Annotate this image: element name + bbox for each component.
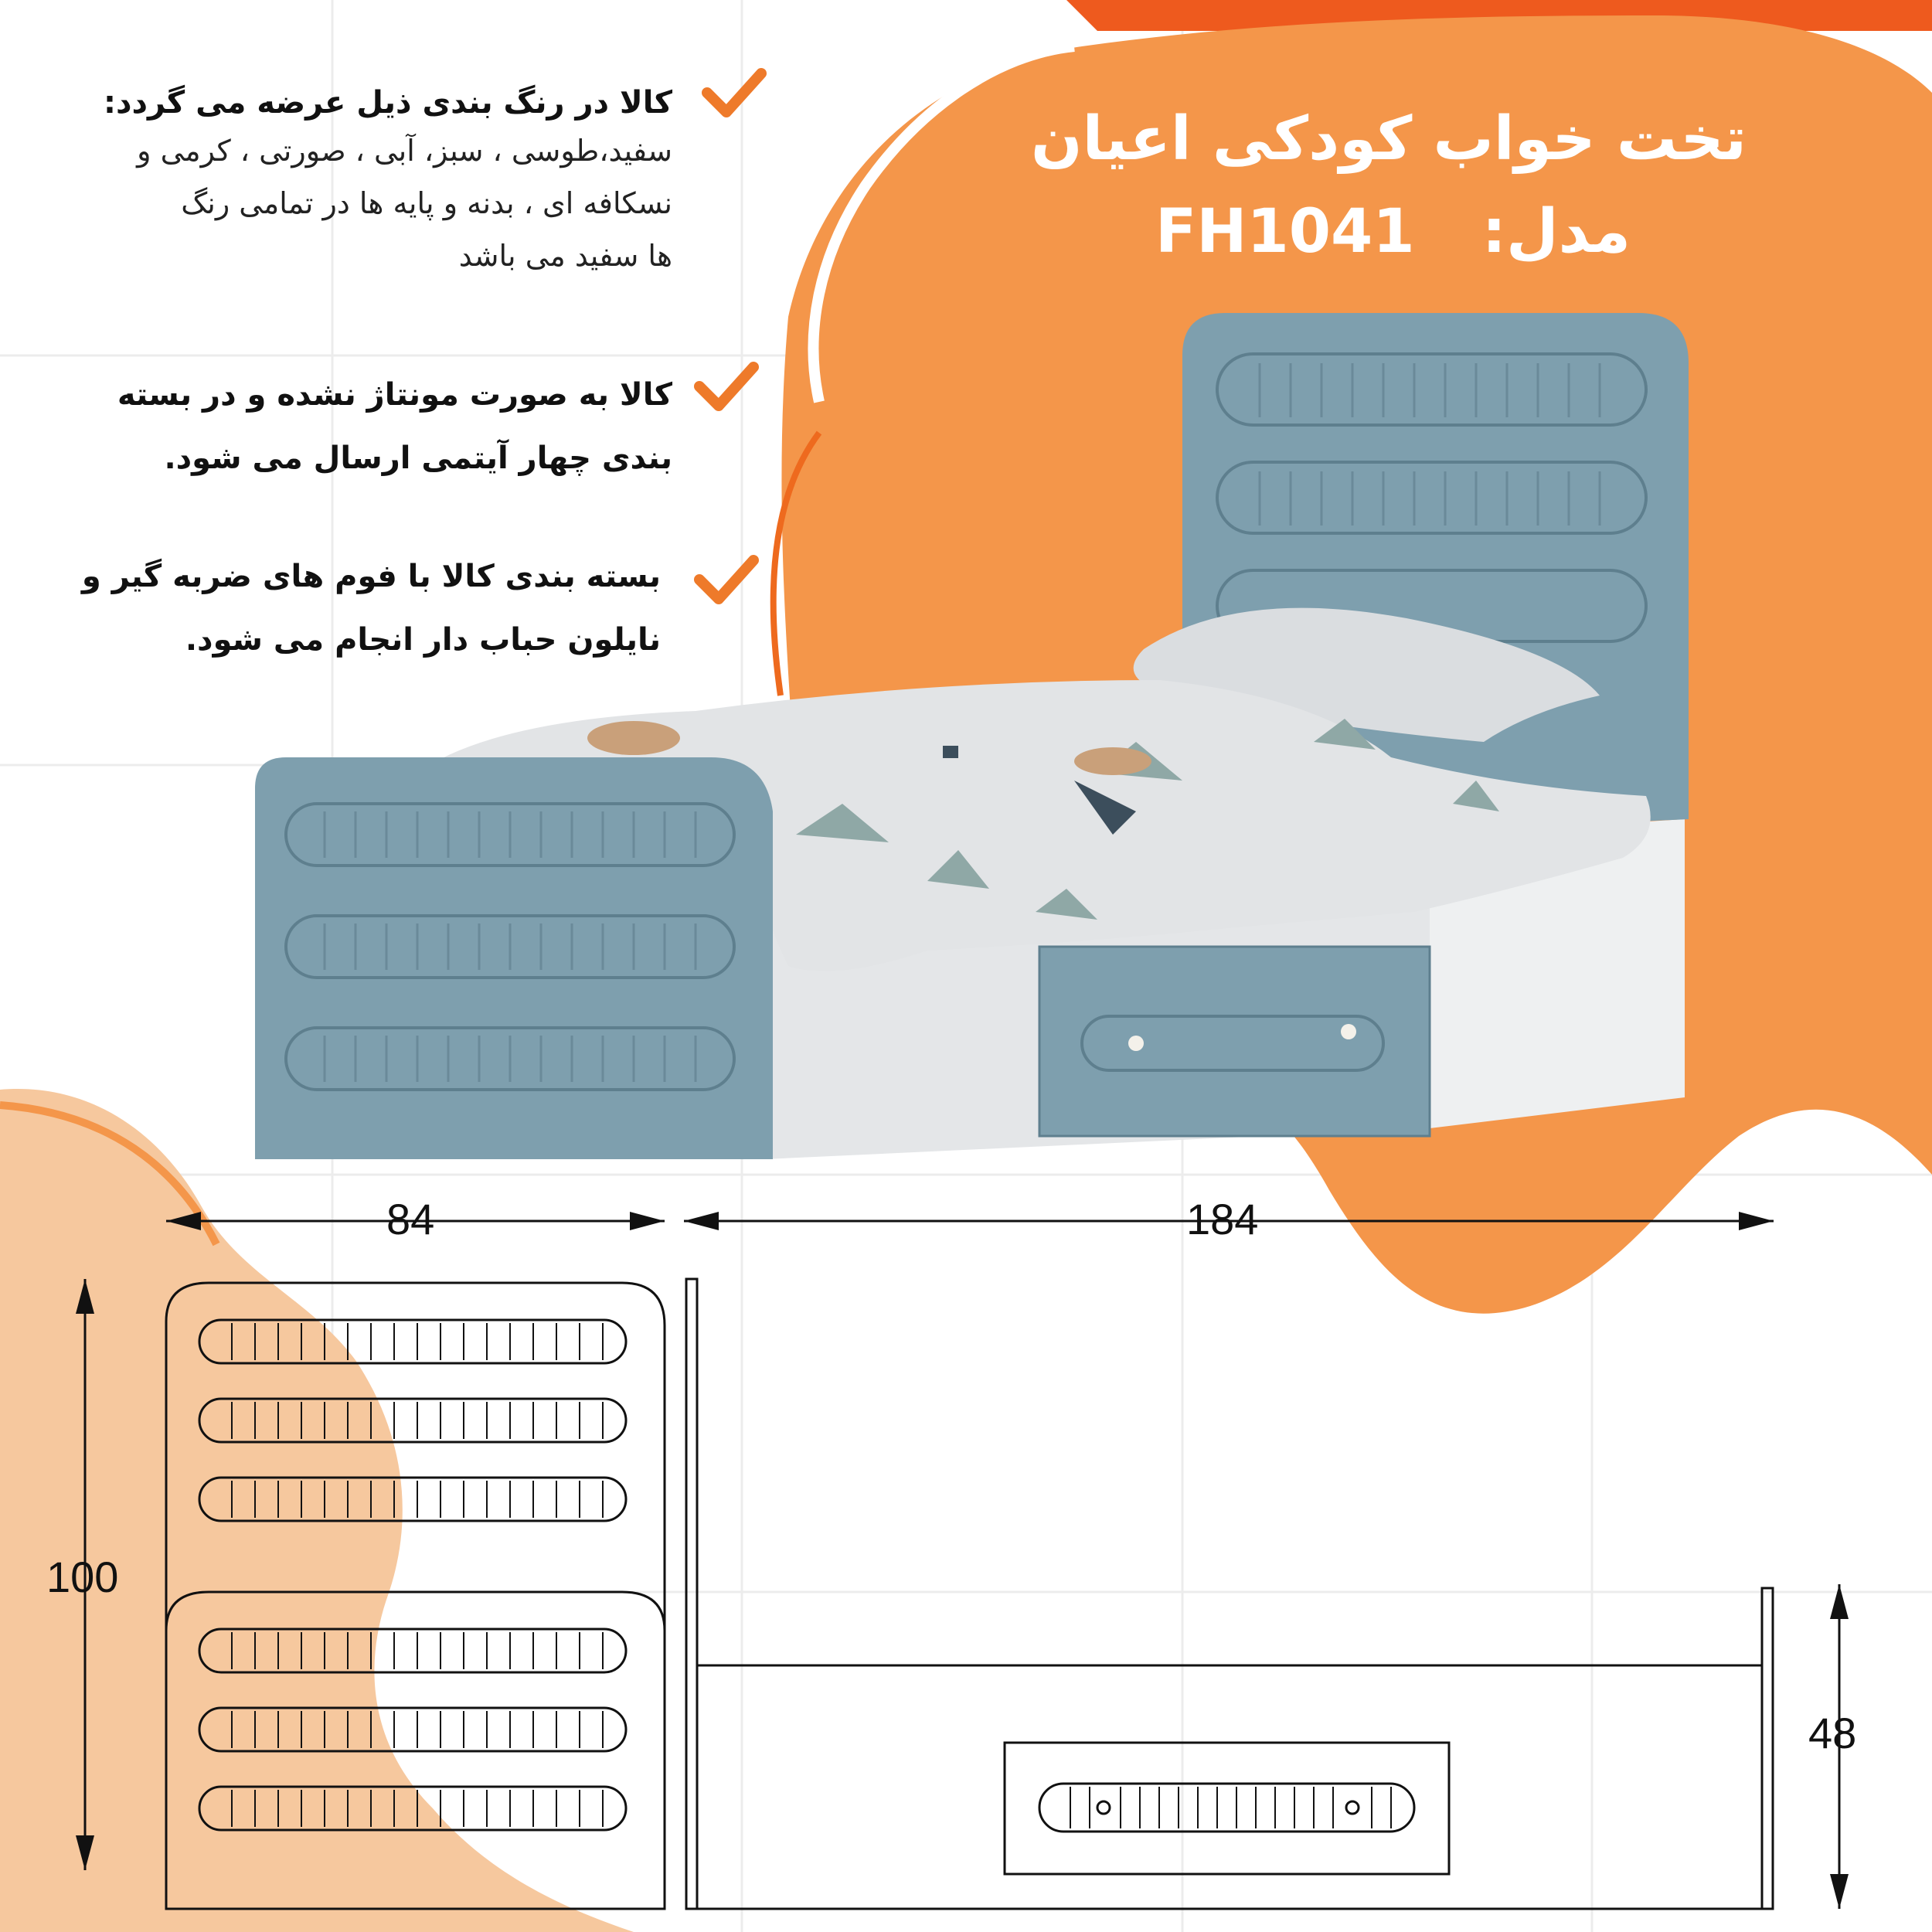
dimension-length: 184 [1186, 1195, 1259, 1243]
bullet-assembly [39, 363, 672, 490]
side-view [686, 1279, 1773, 1909]
bullet-line: ها سفید می باشد [458, 239, 672, 273]
bullet-heading: کالا در رنگ بندی ذیل عرضه می گردد: [103, 85, 672, 121]
model-label: مدل: [1481, 197, 1631, 267]
bullet-line: نسکافه ای ، بدنه و پایه ها در تمامی رنگ [181, 186, 672, 220]
dimension-width: 84 [386, 1195, 435, 1243]
dimension-side-height: 48 [1808, 1709, 1857, 1757]
dimension-height: 100 [46, 1553, 119, 1601]
bullet-line: بندی چهار آیتمی ارسال می شود. [164, 440, 672, 476]
peach-blob [0, 1089, 634, 1932]
title-block [974, 93, 1747, 278]
bullet-colors [39, 81, 672, 282]
bullet-line: نایلون حباب دار انجام می شود. [185, 622, 661, 658]
bullet-line: بسته بندی کالا با فوم های ضربه گیر و [81, 559, 661, 594]
model-code: FH1041 [1155, 197, 1415, 267]
bullet-line: سفید،طوسی ، سبز، آبی ، صورتی ، کرمی و [137, 134, 672, 168]
checkmark-icon [699, 73, 761, 599]
drawer-front [1039, 947, 1430, 1136]
bullet-line: کالا به صورت مونتاژ نشده و در بسته [117, 377, 672, 413]
bullet-packaging [27, 545, 661, 672]
page-title: تخت خواب کودکی اعیان [1030, 104, 1747, 174]
model-line [974, 185, 1747, 278]
